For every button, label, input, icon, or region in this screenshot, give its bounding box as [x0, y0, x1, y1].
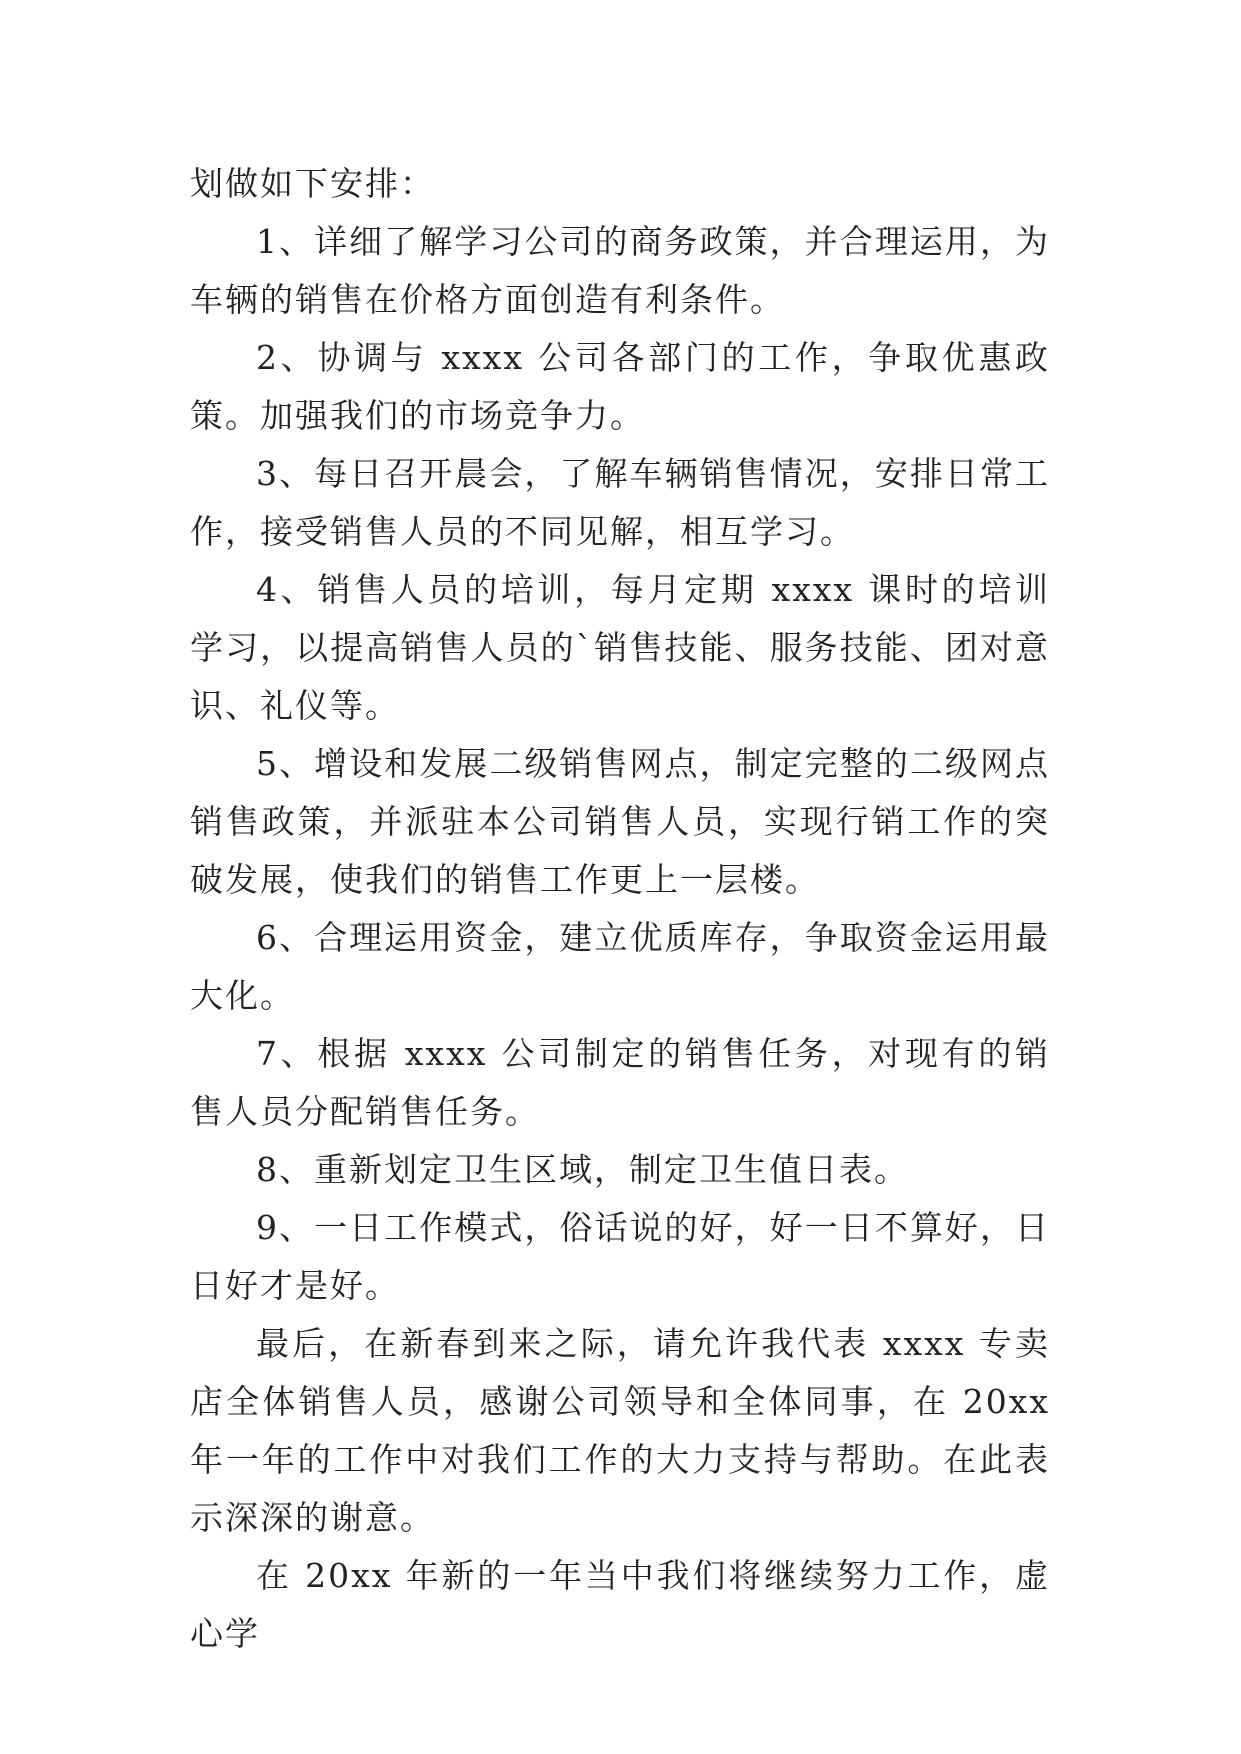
paragraph-closing: 最后，在新春到来之际，请允许我代表 xxxx 专卖店全体销售人员，感谢公司领导和全体同事，在 20xx 年一年的工作中对我们工作的大力支持与帮助。在此表示深深的谢意。: [190, 1324, 1050, 1537]
list-item-9: 9、一日工作模式，俗话说的好，好一日不算好，日日好才是好。: [190, 1208, 1050, 1305]
list-item-7: 7、根据 xxxx 公司制定的销售任务，对现有的销售人员分配销售任务。: [190, 1034, 1050, 1131]
list-item-6: 6、合理运用资金，建立优质库存，争取资金运用最大化。: [190, 918, 1050, 1015]
list-item-4: 4、销售人员的培训，每月定期 xxxx 课时的培训学习，以提高销售人员的`销售技能、服务技能、团对意识、礼仪等。: [190, 570, 1050, 725]
list-item-8: 8、重新划定卫生区域，制定卫生值日表。: [256, 1150, 909, 1189]
list-item-2: 2、协调与 xxxx 公司各部门的工作，争取优惠政策。加强我们的市场竞争力。: [190, 338, 1050, 435]
paragraph-final: 在 20xx 年新的一年当中我们将继续努力工作，虚心学: [190, 1556, 1050, 1653]
list-item-3: 3、每日召开晨会，了解车辆销售情况，安排日常工作，接受销售人员的不同见解，相互学习。: [190, 454, 1050, 551]
document-body: [190, 155, 1050, 1663]
list-item-1: 1、详细了解学习公司的商务政策，并合理运用，为车辆的销售在价格方面创造有利条件。: [190, 222, 1050, 319]
paragraph-intro: 划做如下安排：: [190, 164, 435, 203]
list-item-5: 5、增设和发展二级销售网点，制定完整的二级网点销售政策，并派驻本公司销售人员，实现行销工作的突破发展，使我们的销售工作更上一层楼。: [190, 744, 1050, 899]
